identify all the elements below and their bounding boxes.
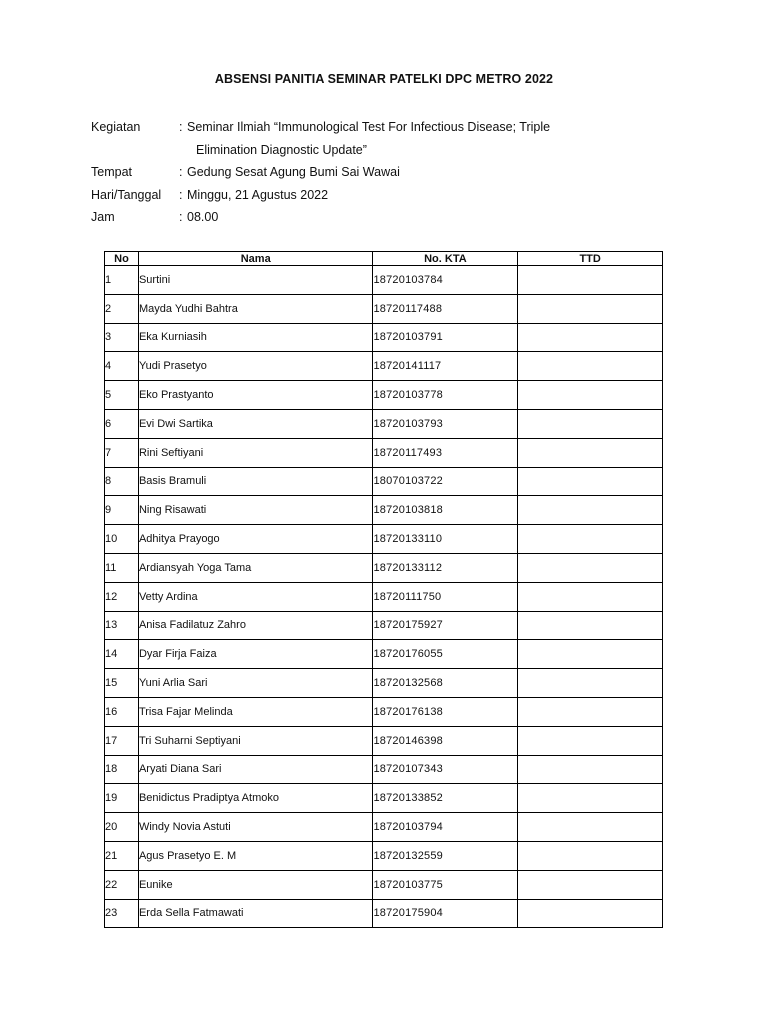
signature-cell[interactable] <box>518 294 663 323</box>
member-name: Mayda Yudhi Bahtra <box>138 294 373 323</box>
table-header-row <box>105 252 663 266</box>
member-name: Ardiansyah Yoga Tama <box>138 553 373 582</box>
member-name: Yudi Prasetyo <box>138 352 373 381</box>
kta-number: 18720103775 <box>373 870 518 899</box>
kta-number: 18720175904 <box>373 899 518 928</box>
table-row <box>105 294 663 323</box>
member-name: Aryati Diana Sari <box>138 755 373 784</box>
signature-cell[interactable] <box>518 841 663 870</box>
signature-cell[interactable] <box>518 870 663 899</box>
kta-number: 18720133110 <box>373 525 518 554</box>
tempat-value: Gedung Sesat Agung Bumi Sai Wawai <box>187 165 400 180</box>
signature-cell[interactable] <box>518 813 663 842</box>
kta-number: 18720103794 <box>373 813 518 842</box>
row-number: 18 <box>105 755 139 784</box>
attendance-table <box>104 251 663 928</box>
header-nama: Nama <box>138 252 373 266</box>
kta-number: 18720176055 <box>373 640 518 669</box>
signature-cell[interactable] <box>518 669 663 698</box>
row-number: 5 <box>105 381 139 410</box>
member-name: Trisa Fajar Melinda <box>138 697 373 726</box>
row-number: 11 <box>105 553 139 582</box>
table-row <box>105 899 663 928</box>
member-name: Evi Dwi Sartika <box>138 409 373 438</box>
kta-number: 18720103784 <box>373 266 518 295</box>
hari-tanggal-label: Hari/Tanggal <box>91 187 162 202</box>
row-number: 15 <box>105 669 139 698</box>
table-row <box>105 496 663 525</box>
row-number: 22 <box>105 870 139 899</box>
signature-cell[interactable] <box>518 640 663 669</box>
kta-number: 18070103722 <box>373 467 518 496</box>
table-row <box>105 381 663 410</box>
row-number: 6 <box>105 409 139 438</box>
event-info <box>91 116 550 229</box>
kta-number: 18720133852 <box>373 784 518 813</box>
row-number: 4 <box>105 352 139 381</box>
signature-cell[interactable] <box>518 381 663 410</box>
row-number: 2 <box>105 294 139 323</box>
member-name: Eunike <box>138 870 373 899</box>
member-name: Rini Seftiyani <box>138 438 373 467</box>
table-row <box>105 438 663 467</box>
table-row <box>105 841 663 870</box>
signature-cell[interactable] <box>518 352 663 381</box>
signature-cell[interactable] <box>518 899 663 928</box>
kta-number: 18720107343 <box>373 755 518 784</box>
kta-number: 18720132568 <box>373 669 518 698</box>
kta-number: 18720176138 <box>373 697 518 726</box>
member-name: Eko Prastyanto <box>138 381 373 410</box>
kta-number: 18720132559 <box>373 841 518 870</box>
table-row <box>105 467 663 496</box>
row-number: 7 <box>105 438 139 467</box>
kegiatan-label: Kegiatan <box>91 120 141 135</box>
jam-value: 08.00 <box>187 210 219 225</box>
info-row-kegiatan <box>91 116 550 139</box>
member-name: Adhitya Prayogo <box>138 525 373 554</box>
table-row <box>105 640 663 669</box>
row-number: 23 <box>105 899 139 928</box>
signature-cell[interactable] <box>518 582 663 611</box>
row-number: 21 <box>105 841 139 870</box>
document-title: ABSENSI PANITIA SEMINAR PATELKI DPC METRO 2022 <box>214 72 554 86</box>
member-name: Tri Suharni Septiyani <box>138 726 373 755</box>
member-name: Dyar Firja Faiza <box>138 640 373 669</box>
row-number: 13 <box>105 611 139 640</box>
signature-cell[interactable] <box>518 553 663 582</box>
jam-label: Jam <box>91 210 115 225</box>
kta-number: 18720141117 <box>373 352 518 381</box>
signature-cell[interactable] <box>518 266 663 295</box>
info-row-tempat <box>91 161 550 184</box>
row-number: 17 <box>105 726 139 755</box>
table-row <box>105 553 663 582</box>
row-number: 1 <box>105 266 139 295</box>
member-name: Erda Sella Fatmawati <box>138 899 373 928</box>
jam-colon: : <box>179 210 183 225</box>
kta-number: 18720103793 <box>373 409 518 438</box>
table-row <box>105 266 663 295</box>
header-kta: No. KTA <box>373 252 518 266</box>
signature-cell[interactable] <box>518 611 663 640</box>
info-row-hari-tanggal <box>91 184 550 207</box>
member-name: Vetty Ardina <box>138 582 373 611</box>
header-no: No <box>105 252 139 266</box>
signature-cell[interactable] <box>518 496 663 525</box>
table-row <box>105 323 663 352</box>
table-row <box>105 870 663 899</box>
signature-cell[interactable] <box>518 784 663 813</box>
signature-cell[interactable] <box>518 697 663 726</box>
signature-cell[interactable] <box>518 323 663 352</box>
kegiatan-value: Seminar Ilmiah “Immunological Test For Infectious Disease; Triple <box>187 120 551 135</box>
member-name: Surtini <box>138 266 373 295</box>
member-name: Windy Novia Astuti <box>138 813 373 842</box>
row-number: 14 <box>105 640 139 669</box>
info-row-jam <box>91 206 550 229</box>
member-name: Anisa Fadilatuz Zahro <box>138 611 373 640</box>
table-row <box>105 755 663 784</box>
row-number: 9 <box>105 496 139 525</box>
kta-number: 18720111750 <box>373 582 518 611</box>
kta-number: 18720117488 <box>373 294 518 323</box>
row-number: 8 <box>105 467 139 496</box>
kta-number: 18720103778 <box>373 381 518 410</box>
member-name: Benidictus Pradiptya Atmoko <box>138 784 373 813</box>
signature-cell[interactable] <box>518 409 663 438</box>
member-name: Eka Kurniasih <box>138 323 373 352</box>
table-row <box>105 352 663 381</box>
kta-number: 18720175927 <box>373 611 518 640</box>
table-row <box>105 726 663 755</box>
info-row-kegiatan-continued <box>91 139 550 162</box>
kta-number: 18720103791 <box>373 323 518 352</box>
table-row <box>105 813 663 842</box>
signature-cell[interactable] <box>518 525 663 554</box>
row-number: 19 <box>105 784 139 813</box>
table-row <box>105 697 663 726</box>
header-ttd: TTD <box>518 252 663 266</box>
row-number: 12 <box>105 582 139 611</box>
signature-cell[interactable] <box>518 438 663 467</box>
row-number: 20 <box>105 813 139 842</box>
member-name: Agus Prasetyo E. M <box>138 841 373 870</box>
kegiatan-colon: : <box>179 120 183 135</box>
tempat-label: Tempat <box>91 165 132 180</box>
signature-cell[interactable] <box>518 467 663 496</box>
table-row <box>105 784 663 813</box>
member-name: Ning Risawati <box>138 496 373 525</box>
hari-tanggal-value: Minggu, 21 Agustus 2022 <box>187 187 329 202</box>
table-body <box>105 266 663 928</box>
member-name: Yuni Arlia Sari <box>138 669 373 698</box>
table-row <box>105 669 663 698</box>
hari-tanggal-colon: : <box>179 187 183 202</box>
table-row <box>105 582 663 611</box>
row-number: 16 <box>105 697 139 726</box>
kta-number: 18720146398 <box>373 726 518 755</box>
table-row <box>105 525 663 554</box>
table-row <box>105 611 663 640</box>
signature-cell[interactable] <box>518 755 663 784</box>
kta-number: 18720133112 <box>373 553 518 582</box>
kta-number: 18720117493 <box>373 438 518 467</box>
member-name: Basis Bramuli <box>138 467 373 496</box>
kegiatan-value-continued: Elimination Diagnostic Update” <box>196 142 367 157</box>
table-row <box>105 409 663 438</box>
row-number: 10 <box>105 525 139 554</box>
signature-cell[interactable] <box>518 726 663 755</box>
kta-number: 18720103818 <box>373 496 518 525</box>
tempat-colon: : <box>179 165 183 180</box>
row-number: 3 <box>105 323 139 352</box>
